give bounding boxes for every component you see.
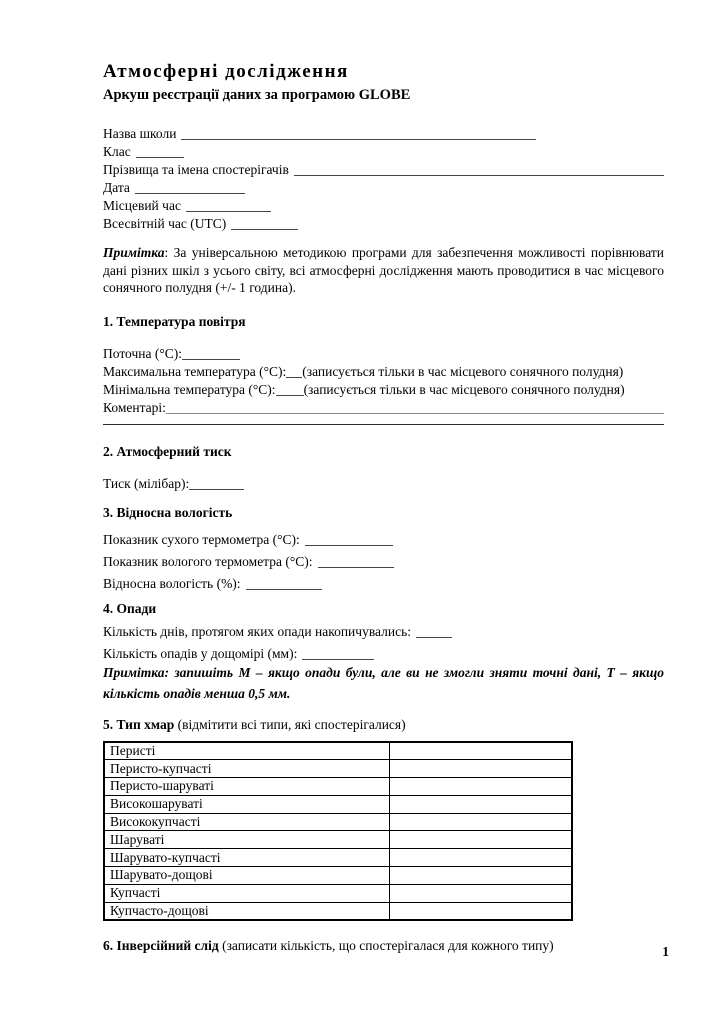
cloud-type-mark-cell	[390, 742, 572, 760]
section6-heading-bold: 6. Інверсійний слід	[103, 938, 219, 954]
field-max-temp-blank	[286, 377, 302, 378]
field-comments-label: Коментарі:	[103, 399, 166, 415]
field-utc-time-label: Всесвітній час (UTC)	[103, 216, 227, 231]
table-row	[104, 742, 572, 760]
section3-heading: 3. Відносна вологість	[103, 504, 233, 520]
section5-heading-bold: 5. Тип хмар	[103, 716, 175, 732]
cloud-type-label: Купчасто-дощові	[104, 902, 390, 920]
field-school-label: Назва школи	[103, 126, 177, 141]
field-observers-blank	[294, 175, 664, 176]
cloud-type-mark-cell	[390, 795, 572, 813]
field-min-temp-label: Мінімальна температура (°C):	[103, 381, 276, 397]
page-number: 1	[662, 944, 669, 959]
field-local-time-label: Місцевий час	[103, 198, 181, 213]
field-comments	[103, 398, 664, 416]
field-class	[103, 142, 664, 160]
field-wet-thermometer	[103, 548, 664, 570]
cloud-type-label: Шарувато-дощові	[104, 867, 390, 885]
method-note-label: Примітка	[103, 245, 165, 260]
field-date-label: Дата	[103, 180, 130, 195]
field-wet-thermometer-blank	[318, 567, 394, 568]
field-wet-thermometer-label: Показник вологого термометра (°C):	[103, 553, 313, 569]
table-row	[104, 902, 572, 920]
header-fields	[103, 124, 664, 232]
document-subtitle: Аркуш реєстрації даних за програмою GLOBE	[103, 87, 411, 103]
section1-fields	[103, 344, 664, 416]
field-max-temp-label: Максимальна температура (°C):	[103, 363, 287, 379]
cloud-type-mark-cell	[390, 867, 572, 885]
cloud-type-label: Шаруваті	[104, 831, 390, 849]
field-current-temp	[103, 344, 664, 362]
section6-heading	[103, 937, 664, 955]
section5-heading	[103, 716, 664, 734]
field-pressure-label: Тиск (мілібар):	[103, 475, 190, 491]
field-school	[103, 124, 664, 142]
field-max-temp	[103, 362, 664, 380]
field-precip-amount-label: Кількість опадів у дощомірі (мм):	[103, 645, 298, 661]
field-dry-thermometer-label: Показник сухого термометра (°C):	[103, 531, 300, 547]
cloud-type-label: Висококупчасті	[104, 813, 390, 831]
cloud-type-mark-cell	[390, 778, 572, 796]
cloud-type-label: Шарувато-купчасті	[104, 849, 390, 867]
field-precip-days-label: Кількість днів, протягом яких опади накопичувались:	[103, 623, 411, 639]
cloud-type-label: Перисто-купчасті	[104, 760, 390, 778]
field-utc-time-blank	[231, 229, 298, 230]
table-row	[104, 813, 572, 831]
field-relative-humidity-blank	[246, 589, 322, 590]
cloud-type-mark-cell	[390, 760, 572, 778]
cloud-type-label: Перисті	[104, 742, 390, 760]
cloud-type-label: Купчасті	[104, 884, 390, 902]
field-precip-days-blank	[416, 637, 452, 638]
field-precip-amount	[103, 640, 664, 662]
cloud-types-table	[103, 741, 573, 922]
table-row	[104, 884, 572, 902]
cloud-type-mark-cell	[390, 813, 572, 831]
field-class-blank	[136, 157, 184, 158]
cloud-type-mark-cell	[390, 902, 572, 920]
table-row	[104, 795, 572, 813]
field-comments-blank	[166, 413, 664, 414]
table-row	[104, 831, 572, 849]
field-class-label: Клас	[103, 144, 131, 159]
field-relative-humidity-label: Відносна вологість (%):	[103, 575, 241, 591]
field-utc-time	[103, 214, 664, 232]
field-dry-thermometer	[103, 526, 664, 548]
table-row	[104, 867, 572, 885]
section4-fields	[103, 618, 664, 662]
cloud-type-mark-cell	[390, 831, 572, 849]
section3-fields	[103, 526, 664, 592]
field-observers	[103, 160, 664, 178]
section4-heading: 4. Опади	[103, 600, 157, 616]
cloud-type-mark-cell	[390, 884, 572, 902]
method-note	[103, 244, 664, 297]
field-dry-thermometer-blank	[305, 545, 393, 546]
field-current-temp-blank	[182, 359, 240, 360]
field-pressure-blank	[189, 489, 244, 490]
section5-heading-rest: (відмітити всі типи, які спостерігалися)	[174, 716, 406, 732]
field-date-blank	[135, 193, 245, 194]
precip-note-label: Примітка:	[103, 664, 170, 680]
field-local-time	[103, 196, 664, 214]
section2-heading: 2. Атмосферний тиск	[103, 443, 232, 459]
comments-line-2	[103, 424, 664, 425]
field-observers-label: Прізвища та імена спостерігачів	[103, 162, 289, 177]
field-date	[103, 178, 664, 196]
method-note-text: : За універсальною методикою програми для забезпечення можливості порівнювати дані різних шкіл з усього світу, всі атмосферні дослідження мають проводитися в час місцевого сонячного полудня (+/- 1 година).	[103, 245, 664, 295]
table-row	[104, 778, 572, 796]
field-pressure	[103, 474, 664, 492]
table-row	[104, 849, 572, 867]
cloud-type-label: Високошаруваті	[104, 795, 390, 813]
field-max-temp-note: (записується тільки в час місцевого сонячного полудня)	[302, 363, 624, 379]
field-local-time-blank	[186, 211, 271, 212]
cloud-type-mark-cell	[390, 849, 572, 867]
field-min-temp-blank	[276, 395, 304, 396]
field-school-blank	[181, 139, 536, 140]
field-precip-amount-blank	[302, 659, 374, 660]
field-min-temp-note: (записується тільки в час місцевого сонячного полудня)	[303, 381, 625, 397]
section1-heading: 1. Температура повітря	[103, 313, 246, 329]
cloud-type-label: Перисто-шаруваті	[104, 778, 390, 796]
field-precip-days	[103, 618, 664, 640]
table-row	[104, 760, 572, 778]
section6-heading-rest: (записати кількість, що спостерігалася для кожного типу)	[218, 938, 554, 954]
precip-note-text: запишіть M – якщо опади були, але ви не змогли зняти точні дані, T – якщо кількість опадів менша 0,5 мм.	[103, 664, 664, 701]
field-relative-humidity	[103, 570, 664, 592]
field-min-temp	[103, 380, 664, 398]
document-title: Атмосферні дослідження	[103, 61, 349, 82]
precip-note	[103, 662, 664, 704]
field-current-temp-label: Поточна (°C):	[103, 345, 182, 361]
